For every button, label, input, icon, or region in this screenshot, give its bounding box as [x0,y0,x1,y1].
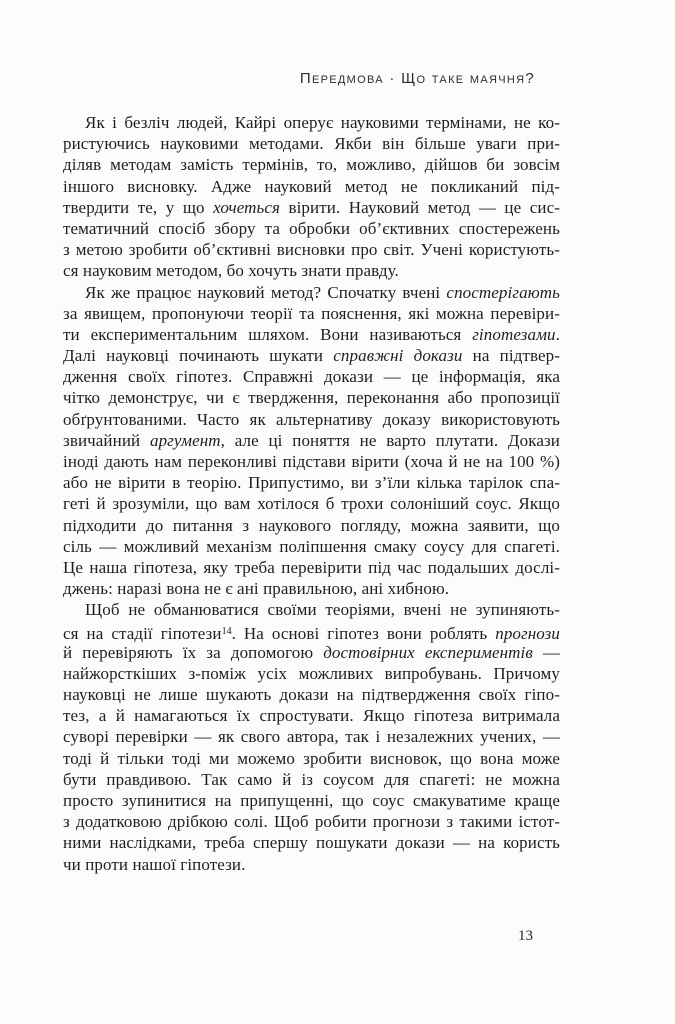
text-line [63,578,560,599]
body-text: ти експериментальним шляхом. Вони називаються [63,324,473,344]
body-text: тематичний спосіб збору та обробки об’єктивних спостережень [63,218,560,238]
text-line [63,769,560,790]
text-line [63,854,560,875]
text-line [63,599,560,620]
body-text: твердити те, у що [63,197,214,217]
body-text: ними наслідками, треба спершу пошукати докази — на користь [63,833,560,853]
body-text: Далі науковці починають шукати [63,346,334,366]
text-line [63,663,560,684]
text-line [63,112,560,133]
text-line [63,345,560,366]
text-line [63,197,560,218]
body-text: , але ці поняття не варто плутати. Докази [220,430,560,450]
text-line [63,472,560,493]
body-text: дження своїх гіпотез. Справжні докази — це інформація, яка [63,367,560,387]
text-line [63,133,560,154]
body-text: суворі перевірки — як свого автора, так і незалежних учених, — [63,727,560,747]
body-text: звичайний [63,430,150,450]
body-text: . На основі гіпотез вони роблять [231,623,496,643]
text-line [63,409,560,430]
text-line [63,621,560,642]
text-line [63,430,560,451]
body-text: або не вірити в теорію. Припустимо, ви з’їли кілька тарілок спа- [63,473,560,493]
text-line [63,748,560,769]
text-line [63,154,560,175]
body-text: Це наша гіпотеза, яку треба перевірити під час подальших дослі- [63,557,560,577]
emphasis-text: достовірних експериментів [323,642,533,662]
body-text: з метою зробити об’єктивні висновки про світ. Учені користують- [63,240,560,260]
body-text: ся науковим методом, бо хочуть знати правду. [63,261,399,281]
text-line [63,451,560,472]
emphasis-text: прогнози [495,623,560,643]
body-text: — [532,642,560,662]
page-number: 13 [518,928,533,944]
body-text: з додатковою дрібкою солі. Щоб робити прогнози з такими істот- [63,812,560,832]
body-text: ристуючись науковими методами. Якби він більше уваги при- [63,134,560,154]
body-text: науковці не лише шукають докази на підтвердження своїх гіпо- [63,685,560,705]
body-text: іншого висновку. Адже науковий метод не покликаний під- [63,176,560,196]
body-text: вірити. Науковий метод — це сис- [280,197,560,217]
running-head: Передмова · Що таке маячня? [299,70,535,87]
body-text: іноді дають нам переконливі підстави вірити (хоча й не на 100 %) [63,452,560,471]
text-line [63,515,560,536]
emphasis-text: хочеться [213,197,280,217]
text-line [63,684,560,705]
body-text: тоді й тільки тоді ми можемо зробити висновок, що вона може [63,748,560,768]
body-text: геті й зрозуміли, що вам хотілося б трохи солоніший соус. Якщо [63,494,560,514]
text-line [63,726,560,747]
text-line [63,282,560,303]
body-text: Щоб не обманюватися своїми теоріями, вчені не зупиняють- [85,600,560,620]
body-text: підходити до питання з наукового погляду, можна заявити, що [63,515,560,535]
body-text: Як же працює науковий метод? Спочатку вчені [85,282,447,302]
emphasis-text: аргумент [149,430,221,450]
body-text: . [555,324,560,344]
text-line [63,811,560,832]
text-line [63,260,560,281]
text-line [63,387,560,408]
text-line [63,324,560,345]
body-text: діляв методам замість термінів, то, можливо, дійшов би зовсім [63,155,560,175]
text-line [63,493,560,514]
body-text: на підтвер- [462,346,561,366]
text-line [63,366,560,387]
body-text: за явищем, пропонуючи теорії та пояснення, які можна перевіри- [63,303,560,323]
body-text: обґрунтованими. Часто як альтернативу доказу використовують [63,409,560,429]
text-line [63,705,560,726]
body-text: й перевіряють їх за допомогою [63,642,324,662]
body-text: бути правдивою. Так само й із соусом для спагеті: не можна [63,769,560,789]
body-text: ся на стадії гіпотези [63,623,222,643]
text-block [63,112,560,875]
body-text: тез, а й намагаються їх спростувати. Якщо гіпотеза витримала [63,706,560,726]
text-line [63,239,560,260]
emphasis-text: спостерігають [446,282,560,302]
body-text: чітко демонструє, чи є твердження, переконання або пропозиції [63,388,560,408]
text-line [63,557,560,578]
text-line [63,536,560,557]
body-text: просто зупинитися на припущенні, що соус смакуватиме краще [63,791,560,810]
body-text: найжорсткіших з-поміж усіх можливих випробувань. Причому [63,663,560,683]
text-line [63,218,560,239]
text-line [63,176,560,197]
text-line [63,790,560,811]
body-text: сіль — можливий механізм поліпшення смаку соусу для спагеті. [63,536,560,556]
emphasis-text: справжні докази [333,346,463,366]
footnote-marker: 14 [221,625,232,637]
body-text: джень: наразі вона не є ані правильною, ані хибною. [63,579,450,599]
body-text: Як і безліч людей, Кайрі оперує науковими термінами, не ко- [85,113,560,132]
text-line [63,303,560,324]
body-text: чи проти нашої гіпотези. [63,854,246,874]
emphasis-text: гіпотезами [472,324,556,344]
text-line [63,832,560,853]
text-line [63,642,560,663]
